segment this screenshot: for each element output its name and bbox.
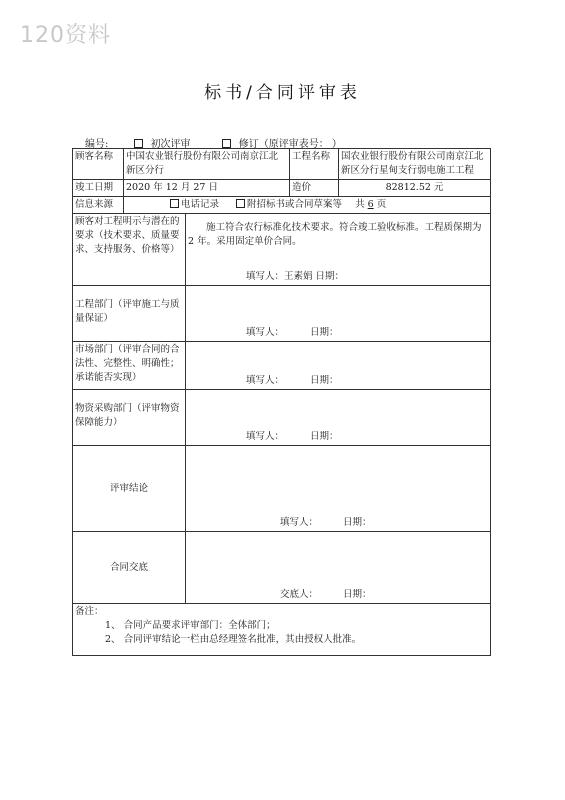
handover-label: 合同交底 [73,532,186,604]
market-label: 市场部门（评审合同的合法性、完整性、明确性；承诺能否实现） [73,342,186,390]
purchase-cell [186,390,491,446]
engineering-sign: 填写人： [246,327,285,338]
engineering-label: 工程部门（评审施工与质量保证） [73,286,186,342]
conclusion-sign: 填写人： [280,517,319,528]
checkbox-icon [236,199,245,208]
table-row [73,180,491,197]
attachment-label: 附招标书或合同草案等 [247,199,343,210]
source-label: 信息来源 [73,197,124,214]
table-row [73,214,491,286]
page-count-prefix: 共 [355,199,365,210]
phone-record-label: 电话记录 [181,199,220,210]
phone-record-option[interactable] [170,199,219,210]
conclusion-cell [186,446,491,532]
remarks-label: 备注： [75,606,104,617]
handover-cell [186,532,491,604]
remarks-cell [73,604,491,656]
handover-sign: 交底人： [280,589,319,600]
project-label: 工程名称 [290,149,339,180]
table-row [73,149,491,180]
project-value: 国农业银行股份有限公司南京江北新区分行星甸支行弱电施工工程 [339,149,491,180]
customer-value: 中国农业银行股份有限公司南京江北新区分行 [124,149,290,180]
checkbox-icon [134,139,143,148]
completion-label: 竣工日期 [73,180,124,197]
requirements-cell [186,214,491,286]
customer-label: 顾客名称 [73,149,124,180]
table-row [73,390,491,446]
purchase-date: 日期： [310,431,339,442]
completion-value: 2020 年 12 月 27 日 [124,180,290,197]
checkbox-icon [170,199,179,208]
requirements-value: 施工符合农行标准化技术要求。符合竣工验收标准。工程质保期为 2 年。采用固定单价合同。 [188,222,482,247]
page-count-suffix: 页 [376,199,387,210]
page-count-value: 6 [367,199,374,210]
market-date: 日期： [310,375,339,386]
engineering-date: 日期： [310,327,339,338]
attachment-option[interactable] [236,199,342,210]
page-count [355,199,386,210]
table-row [73,532,491,604]
conclusion-date: 日期： [343,517,372,528]
checkbox-icon [222,139,231,148]
review-form-table [72,148,491,656]
watermark: 120资料 [20,23,111,48]
engineering-cell [186,286,491,342]
remark-item: 2、 合同评审结论一栏由总经理签名批准，其由授权人批准。 [105,634,362,645]
table-row [73,197,491,214]
table-row [73,446,491,532]
first-review-label: 初次评审 [150,139,191,150]
handover-date: 日期： [343,589,372,600]
table-row [73,342,491,390]
cost-label: 造价 [290,180,339,197]
purchase-sign: 填写人： [246,431,285,442]
requirements-label: 顾客对工程明示与潜在的要求（技术要求、质量要求、支持服务、价格等） [73,214,186,286]
table-row [73,604,491,656]
revision-label: 修订（原评审表号： ） [238,139,342,150]
conclusion-label: 评审结论 [73,446,186,532]
remark-item: 1、 合同产品要求评审部门：全体部门； [105,620,276,631]
cost-value: 82812.52 元 [339,180,491,197]
number-label: 编号: [85,139,109,150]
market-cell [186,342,491,390]
purchase-label: 物资采购部门（评审物资保障能力） [73,390,186,446]
requirements-sign: 填写人：王素娟 日期： [246,271,345,282]
page-title: 标书/合同评审表 [204,83,361,103]
source-options [124,197,491,214]
market-sign: 填写人： [246,375,285,386]
table-row [73,286,491,342]
